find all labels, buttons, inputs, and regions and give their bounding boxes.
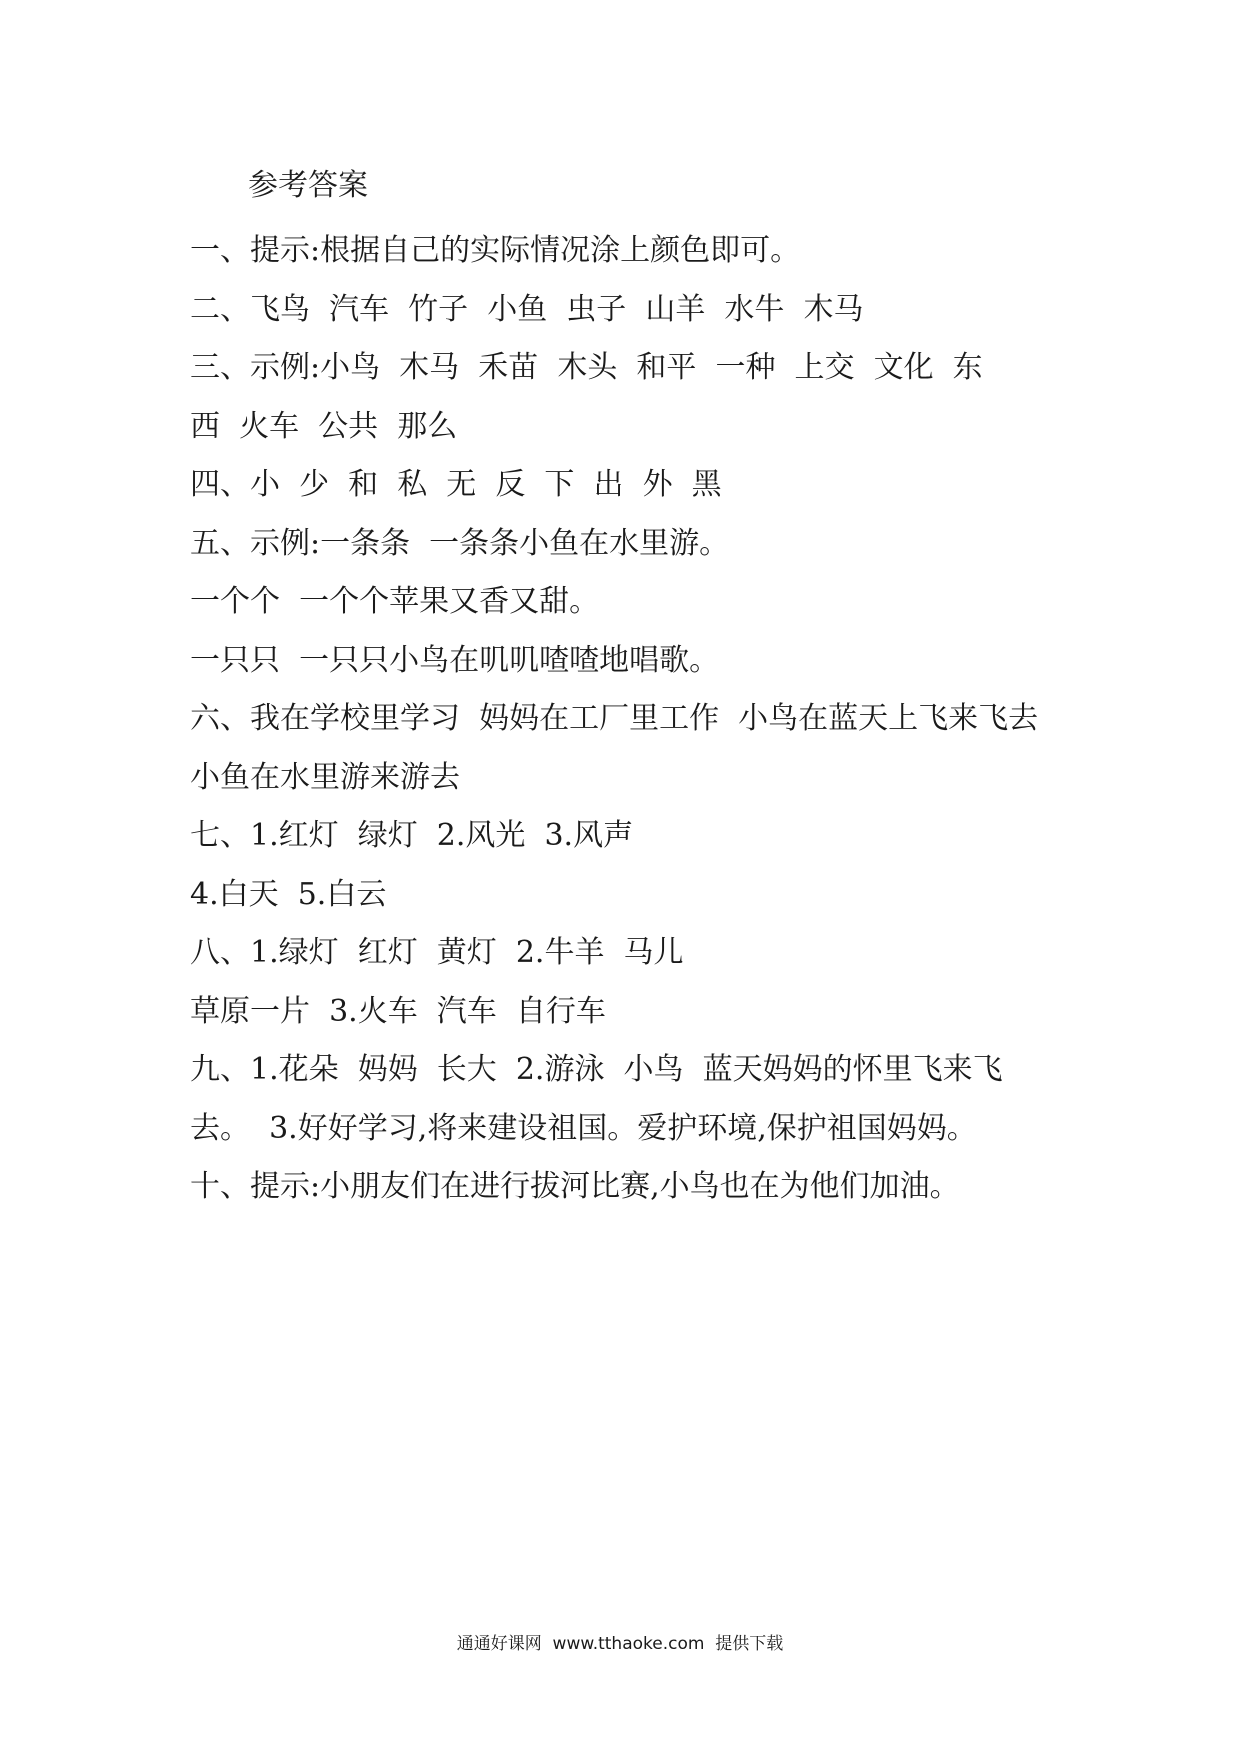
answer-line: 七、1.红灯 绿灯 2.风光 3.风声: [190, 818, 634, 853]
answer-line: 一、提示:根据自己的实际情况涂上颜色即可。: [190, 233, 801, 268]
answer-line: 二、飞鸟 汽车 竹子 小鱼 虫子 山羊 水牛 木马: [190, 291, 864, 327]
answer-line: 三、示例:小鸟 木马 禾苗 木头 和平 一种 上交 文化 东: [190, 350, 983, 385]
answer-line: 一个个 一个个苹果又香又甜。: [190, 584, 600, 619]
answer-line: 西 火车 公共 那么: [190, 408, 458, 444]
footer-text: 通通好课网 www.tthaoke.com 提供下载: [456, 1634, 784, 1654]
answer-line: 十、提示:小朋友们在进行拔河比赛,小鸟也在为他们加油。: [190, 1169, 960, 1204]
answer-line: 小鱼在水里游来游去: [190, 759, 460, 795]
answer-line: 去。 3.好好学习,将来建设祖国。爱护环境,保护祖国妈妈。: [190, 1110, 977, 1146]
answer-line: 4.白天 5.白云: [190, 876, 387, 912]
answer-line: 八、1.绿灯 红灯 黄灯 2.牛羊 马儿: [190, 935, 684, 970]
answer-line: 草原一片 3.火车 汽车 自行车: [190, 993, 606, 1029]
page-title: 参考答案: [248, 168, 368, 203]
answer-lines: [190, 222, 1070, 1217]
answer-line: 四、小 少 和 私 无 反 下 出 外 黑: [190, 467, 722, 502]
answer-line: 六、我在学校里学习 妈妈在工厂里工作 小鸟在蓝天上飞来飞去: [190, 701, 1039, 736]
answer-line: 九、1.花朵 妈妈 长大 2.游泳 小鸟 蓝天妈妈的怀里飞来飞: [190, 1052, 1003, 1087]
answer-line: 五、示例:一条条 一条条小鱼在水里游。: [190, 525, 730, 561]
answer-line: 一只只 一只只小鸟在叽叽喳喳地唱歌。: [190, 642, 720, 678]
